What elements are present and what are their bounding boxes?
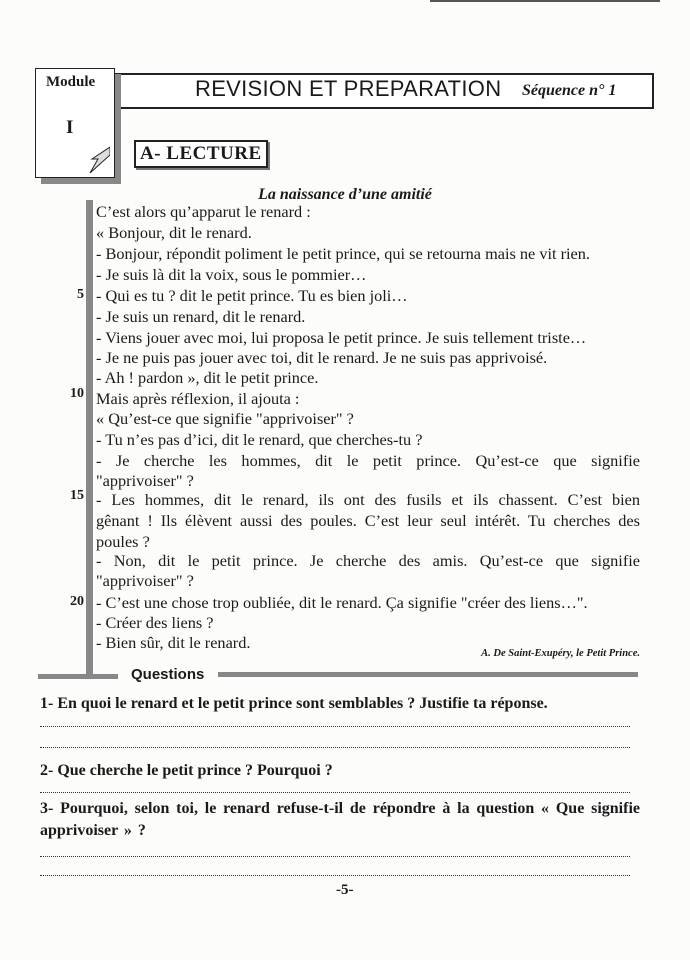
- line-number: 15: [70, 488, 84, 503]
- page-number: -5-: [336, 882, 354, 898]
- text-line: - Les hommes, dit le renard, ils ont des fusils et ils chassent. C’est bien: [96, 490, 640, 509]
- text-line: - Je suis là dit la voix, sous le pommier…: [96, 265, 367, 284]
- questions-heading: Questions: [131, 666, 205, 683]
- module-number: I: [66, 117, 74, 138]
- text-line: - Tu n’es pas d’ici, dit le renard, que cherches-tu ?: [96, 430, 423, 449]
- question-2: 2- Que cherche le petit prince ? Pourquoi ?: [40, 762, 333, 779]
- answer-line[interactable]: [40, 747, 630, 748]
- text-line: Mais après réflexion, il ajouta :: [96, 389, 300, 408]
- line-number: 20: [70, 594, 84, 609]
- scan-edge-line: [430, 0, 660, 2]
- margin-bar: [86, 200, 93, 678]
- page-title: REVISION ET PREPARATION: [195, 76, 502, 101]
- text-line: - Créer des liens ?: [96, 613, 214, 632]
- text-title: La naissance d’une amitié: [258, 186, 432, 203]
- text-line: - Viens jouer avec moi, lui proposa le petit prince. Je suis tellement triste…: [96, 328, 587, 347]
- section-heading: A- LECTURE: [134, 140, 268, 168]
- sequence-label: Séquence n° 1: [522, 82, 617, 99]
- text-line: "apprivoiser" ?: [96, 571, 194, 590]
- line-number: 10: [70, 386, 84, 401]
- text-line: - Ah ! pardon », dit le petit prince.: [96, 368, 319, 387]
- text-line: C’est alors qu’apparut le renard :: [96, 202, 311, 221]
- answer-line[interactable]: [40, 875, 630, 876]
- question-1: 1- En quoi le renard et le petit prince sont semblables ? Justifie ta réponse.: [40, 695, 548, 712]
- text-line: - Non, dit le petit prince. Je cherche des amis. Qu’est-ce que signifie: [96, 551, 640, 570]
- line-number: 5: [77, 287, 84, 302]
- text-line: gênant ! Ils élèvent aussi des poules. C’est leur seul intérêt. Tu cherches des: [96, 511, 640, 530]
- answer-line[interactable]: [40, 792, 630, 793]
- text-line: poules ?: [96, 532, 150, 551]
- text-line: - C’est une chose trop oubliée, dit le renard. Ça signifie "créer des liens…".: [96, 593, 588, 612]
- question-3: 3- Pourquoi, selon toi, le renard refuse-t-il de répondre à la question « Que signifie apprivoiser » ?: [40, 800, 640, 839]
- text-line: - Qui es tu ? dit le petit prince. Tu es bien joli…: [96, 286, 408, 305]
- answer-line[interactable]: [40, 856, 630, 857]
- text-line: - Bien sûr, dit le renard.: [96, 633, 251, 652]
- text-line: - Bonjour, répondit poliment le petit prince, qui se retourna mais ne vit rien.: [96, 244, 590, 263]
- text-line: - Je suis un renard, dit le renard.: [96, 307, 306, 326]
- module-label: Module: [46, 74, 96, 90]
- answer-line[interactable]: [40, 726, 630, 727]
- text-line: - Je ne puis pas jouer avec toi, dit le renard. Je ne suis pas apprivoisé.: [96, 348, 548, 367]
- source-citation: A. De Saint-Exupéry, le Petit Prince.: [481, 648, 640, 659]
- page-fold-icon: [88, 145, 110, 173]
- text-line: "apprivoiser" ?: [96, 471, 194, 490]
- text-line: « Bonjour, dit le renard.: [96, 223, 252, 242]
- divider-bar: [38, 674, 118, 679]
- text-line: « Qu’est-ce que signifie "apprivoiser" ?: [96, 409, 354, 428]
- text-line: - Je cherche les hommes, dit le petit prince. Qu’est-ce que signifie: [96, 451, 640, 470]
- divider-bar: [218, 672, 638, 677]
